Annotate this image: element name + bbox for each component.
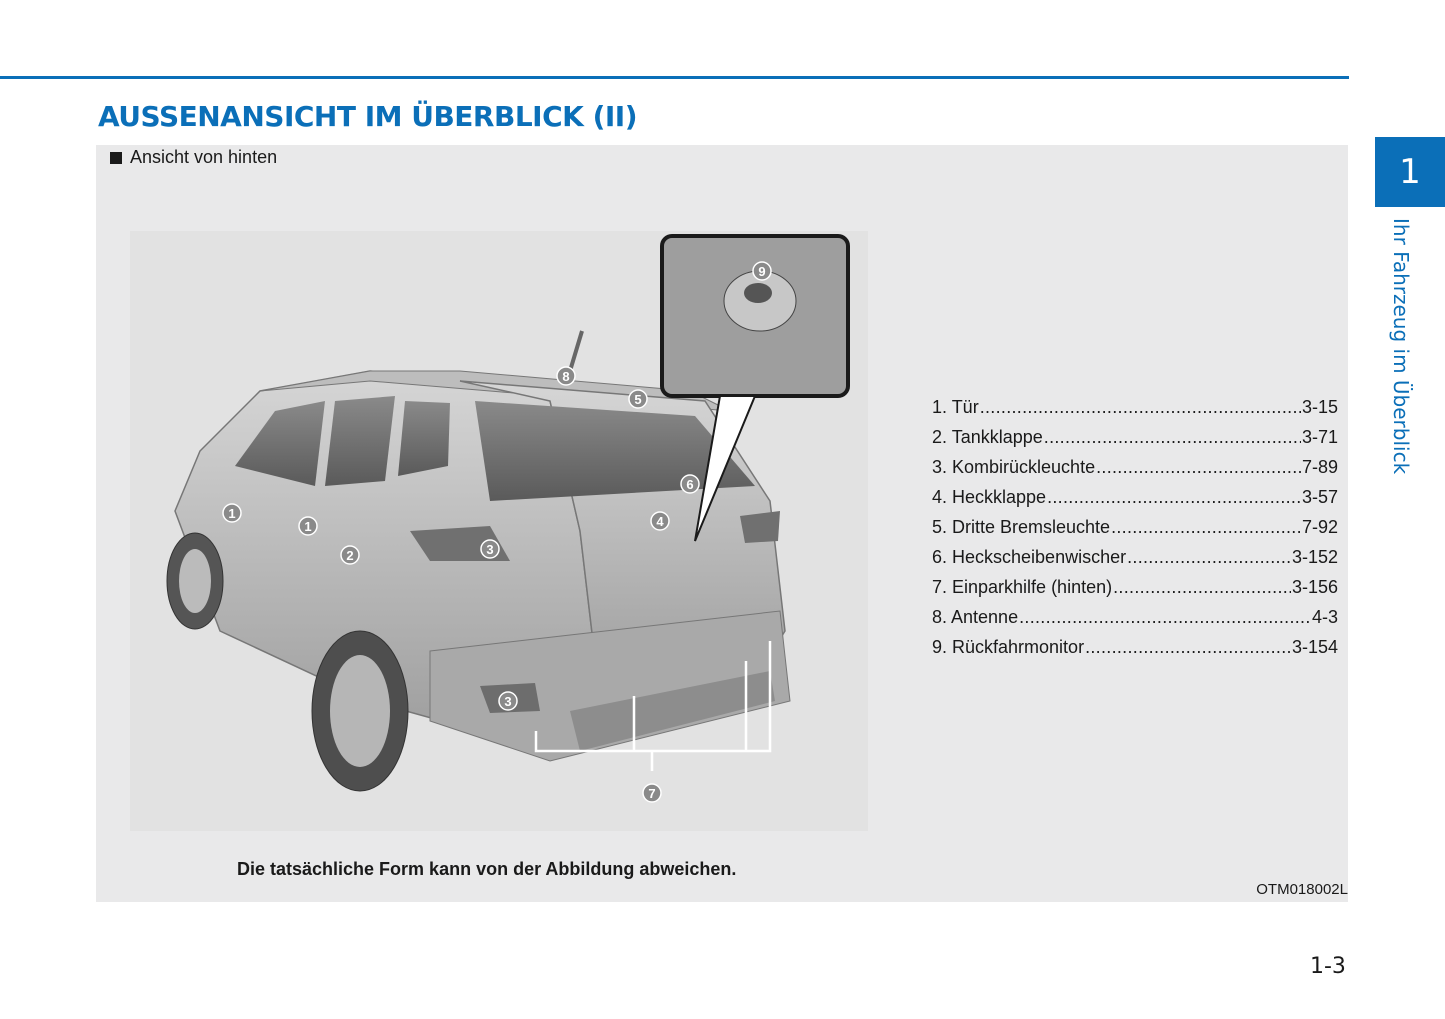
view-label-text: Ansicht von hinten (130, 147, 278, 167)
leader-dots (980, 392, 1301, 422)
legend-item (932, 422, 1338, 452)
legend-item-label: 7. Einparkhilfe (hinten) (932, 577, 1113, 597)
legend-item-page: 7-89 (1301, 457, 1338, 477)
leader-dots (1019, 602, 1311, 632)
callout-8 (557, 367, 575, 385)
leader-dots (1044, 422, 1301, 452)
callout-6-label: 6 (686, 477, 694, 492)
legend-item-label: 4. Heckklappe (932, 487, 1047, 507)
legend-item-page: 7-92 (1301, 517, 1338, 537)
callout-7-label: 7 (648, 786, 656, 801)
header-rule (0, 76, 1349, 79)
legend-item (932, 392, 1338, 422)
legend-item-page: 3-71 (1301, 427, 1338, 447)
legend-item (932, 512, 1338, 542)
legend-item-label: 1. Tür (932, 397, 979, 417)
leader-dots (1111, 512, 1301, 542)
bullet-square-icon (110, 152, 122, 164)
page-number: 1-3 (1310, 954, 1346, 979)
legend-item (932, 572, 1338, 602)
view-label (110, 147, 277, 168)
callout-7 (643, 784, 661, 802)
disclaimer-note: Die tatsächliche Form kann von der Abbildung abweichen. (237, 859, 737, 879)
legend-item-page: 3-156 (1291, 577, 1338, 597)
side-window-rear (325, 396, 395, 486)
callout-1a-label: 1 (228, 506, 236, 521)
legend-item-page: 4-3 (1311, 607, 1338, 627)
callout-9-label: 9 (758, 264, 766, 279)
leader-dots (1096, 452, 1301, 482)
page-title: AUSSENANSICHT IM ÜBERBLICK (II) (98, 100, 638, 133)
rear-wheel-rim (330, 655, 390, 767)
parts-legend (932, 392, 1338, 662)
legend-item (932, 482, 1338, 512)
camera-lens (744, 283, 772, 303)
leader-dots (1127, 542, 1291, 572)
callout-2 (341, 546, 359, 564)
leader-dots (1085, 632, 1291, 662)
leader-dots (1113, 572, 1291, 602)
legend-item-label: 6. Heckscheibenwischer (932, 547, 1127, 567)
chapter-tab: 1 (1375, 137, 1445, 207)
side-window-quarter (398, 401, 450, 476)
front-wheel-rim (179, 549, 211, 613)
legend-item (932, 602, 1338, 632)
callout-5 (629, 390, 647, 408)
callout-3a-label: 3 (486, 542, 494, 557)
callout-4 (651, 512, 669, 530)
legend-item-label: 3. Kombirückleuchte (932, 457, 1096, 477)
callout-2-label: 2 (346, 548, 354, 563)
legend-item-label: 2. Tankklappe (932, 427, 1043, 447)
callout-9 (753, 262, 771, 280)
callout-1a (223, 504, 241, 522)
legend-item-page: 3-154 (1291, 637, 1338, 657)
legend-item (932, 632, 1338, 662)
legend-item-label: 9. Rückfahrmonitor (932, 637, 1085, 657)
callout-5-label: 5 (634, 392, 642, 407)
callout-3b (499, 692, 517, 710)
callout-4-label: 4 (656, 514, 664, 529)
legend-item-page: 3-152 (1291, 547, 1338, 567)
legend-item-page: 3-15 (1301, 397, 1338, 417)
callout-1b (299, 517, 317, 535)
legend-item (932, 542, 1338, 572)
vehicle-rear-illustration (130, 231, 868, 831)
leader-dots (1047, 482, 1301, 512)
tail-light-right (740, 511, 780, 543)
callout-6 (681, 475, 699, 493)
callout-3b-label: 3 (504, 694, 512, 709)
chapter-title: Ihr Fahrzeug im Überblick (1389, 218, 1413, 475)
vehicle-drawing (130, 231, 868, 831)
callout-8-label: 8 (562, 369, 570, 384)
legend-item (932, 452, 1338, 482)
callout-1b-label: 1 (304, 519, 312, 534)
callout-3a (481, 540, 499, 558)
legend-item-label: 5. Dritte Bremsleuchte (932, 517, 1111, 537)
figure-code: OTM018002L (1256, 881, 1348, 898)
legend-item-page: 3-57 (1301, 487, 1338, 507)
legend-item-label: 8. Antenne (932, 607, 1019, 627)
